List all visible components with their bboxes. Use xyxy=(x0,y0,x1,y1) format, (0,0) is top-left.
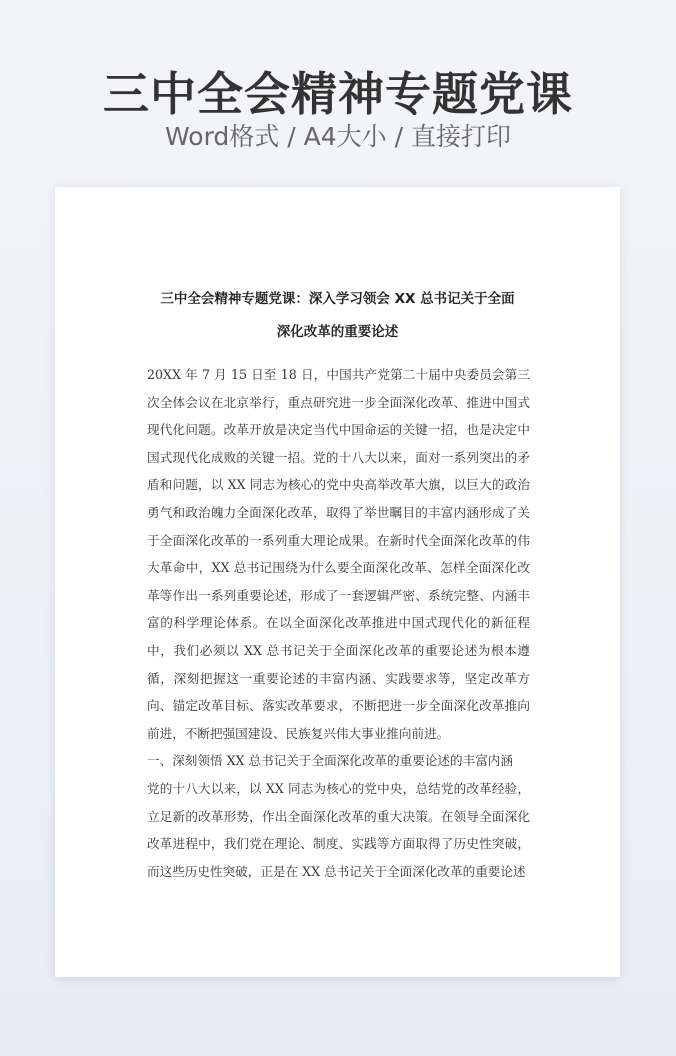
section-heading-1: 一、深刻领悟 XX 总书记关于全面深化改革的重要论述的丰富内涵 xyxy=(147,753,513,769)
document-title xyxy=(85,283,590,349)
body-paragraph-2: 党的十八大以来，以 XX 同志为核心的党中央，总结党的改革经验，立足新的改革形势，作出全面深化改革的重大决策。在领导全面深化改革进程中，我们党在理论、制度、实践等方面取得了历史性突破，而这些历史性突破，正是在 XX 总书记关于全面深化改革的重要论述 xyxy=(147,780,530,879)
document-title-line-2: 深化改革的重要论述 xyxy=(276,324,399,340)
banner-title: 三中全会精神专题党课 xyxy=(103,67,573,121)
document-title-line-1: 三中全会精神专题党课：深入学习领会 XX 总书记关于全面 xyxy=(160,291,515,307)
body-paragraph-1: 20XX 年 7 月 15 日至 18 日，中国共产党第二十届中央委员会第三次全体会议在北京举行，重点研究进一步全面深化改革、推进中国式现代化问题。改革开放是决定当代中国命运的关键一招，也是决定中国式现代化成败的关键一招。党的十八大以来，面对一系列突出的矛盾和问题，以 XX 同志为核心的党中央高举改革大旗，以巨大的政治勇气和政治魄力全面深化改革，取得了举世瞩目的丰富内涵形成了关于全面深化改革的一系列重大理论成果。在新时代全面深化改革的伟大革命中，XX 总书记围绕为什么要全面深化改革、怎样全面深化改革等作出一系列重要论述，形成了一套逻辑严密、系统完整、内涵丰富的科学理论体系。在以全面深化改革推进中国式现代化的新征程中，我们必须以 XX 总书记关于全面深化改革的重要论述为根本遵循，深刻把握这一重要论述的丰富内涵、实践要求等，坚定改革方向、锚定改革目标、落实改革要求，不断把进一步全面深化改革推向前进，不断把强国建设、民族复兴伟大事业推向前进。 xyxy=(147,367,530,741)
banner-subtitle: Word格式 / A4大小 / 直接打印 xyxy=(165,122,511,151)
document-body xyxy=(147,361,530,885)
document-page xyxy=(55,187,620,977)
